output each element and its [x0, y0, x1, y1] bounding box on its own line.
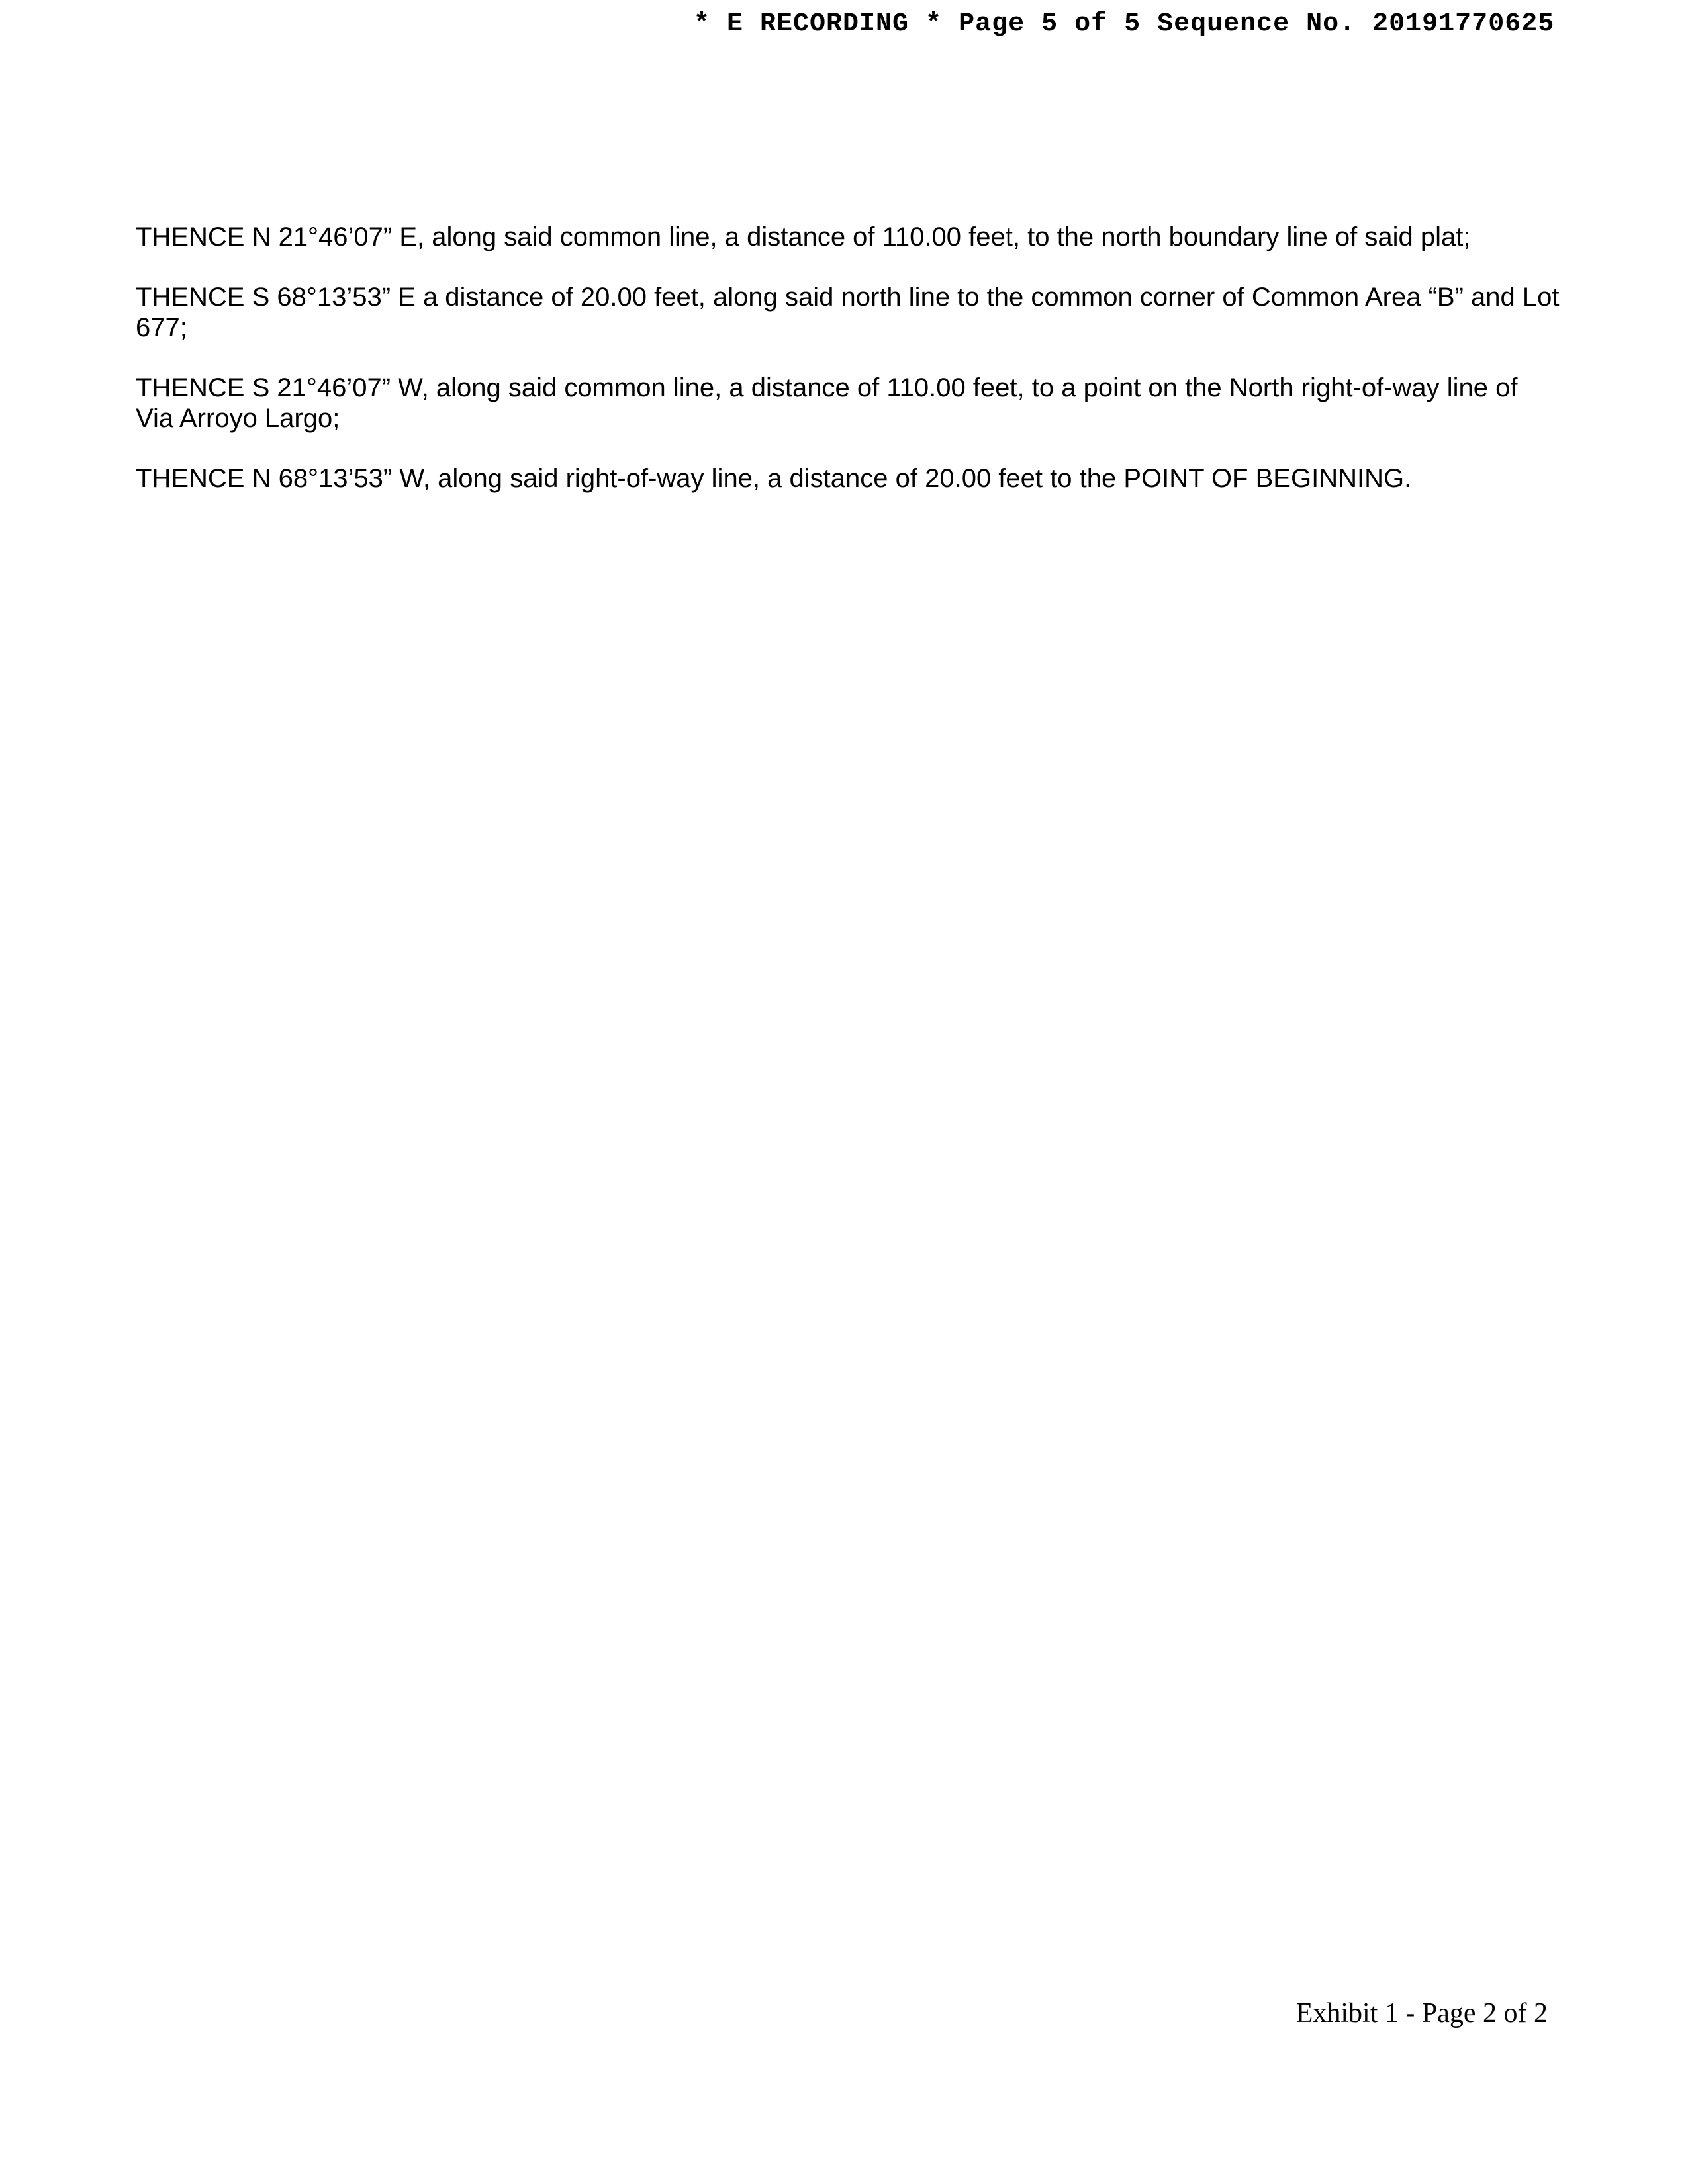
course-paragraph: THENCE N 68°13’53” W, along said right-of-way line, a distance of 20.00 feet to the POINT OF BEGINNING. — [136, 464, 1412, 493]
exhibit-page-footer: Exhibit 1 - Page 2 of 2 — [1295, 1998, 1548, 2028]
legal-description — [136, 222, 1566, 523]
recording-header: * E RECORDING * Page 5 of 5 Sequence No. 20191770625 — [694, 9, 1555, 39]
course-paragraph: THENCE S 21°46’07” W, along said common line, a distance of 110.00 feet, to a point on the North right-of-way line of Via Arroyo Largo; — [136, 373, 1518, 433]
course-paragraph: THENCE S 68°13’53” E a distance of 20.00 feet, along said north line to the common corner of Common Area “B” and Lot 677; — [136, 283, 1560, 342]
course-paragraph: THENCE N 21°46’07” E, along said common line, a distance of 110.00 feet, to the north boundary line of said plat; — [136, 222, 1471, 251]
